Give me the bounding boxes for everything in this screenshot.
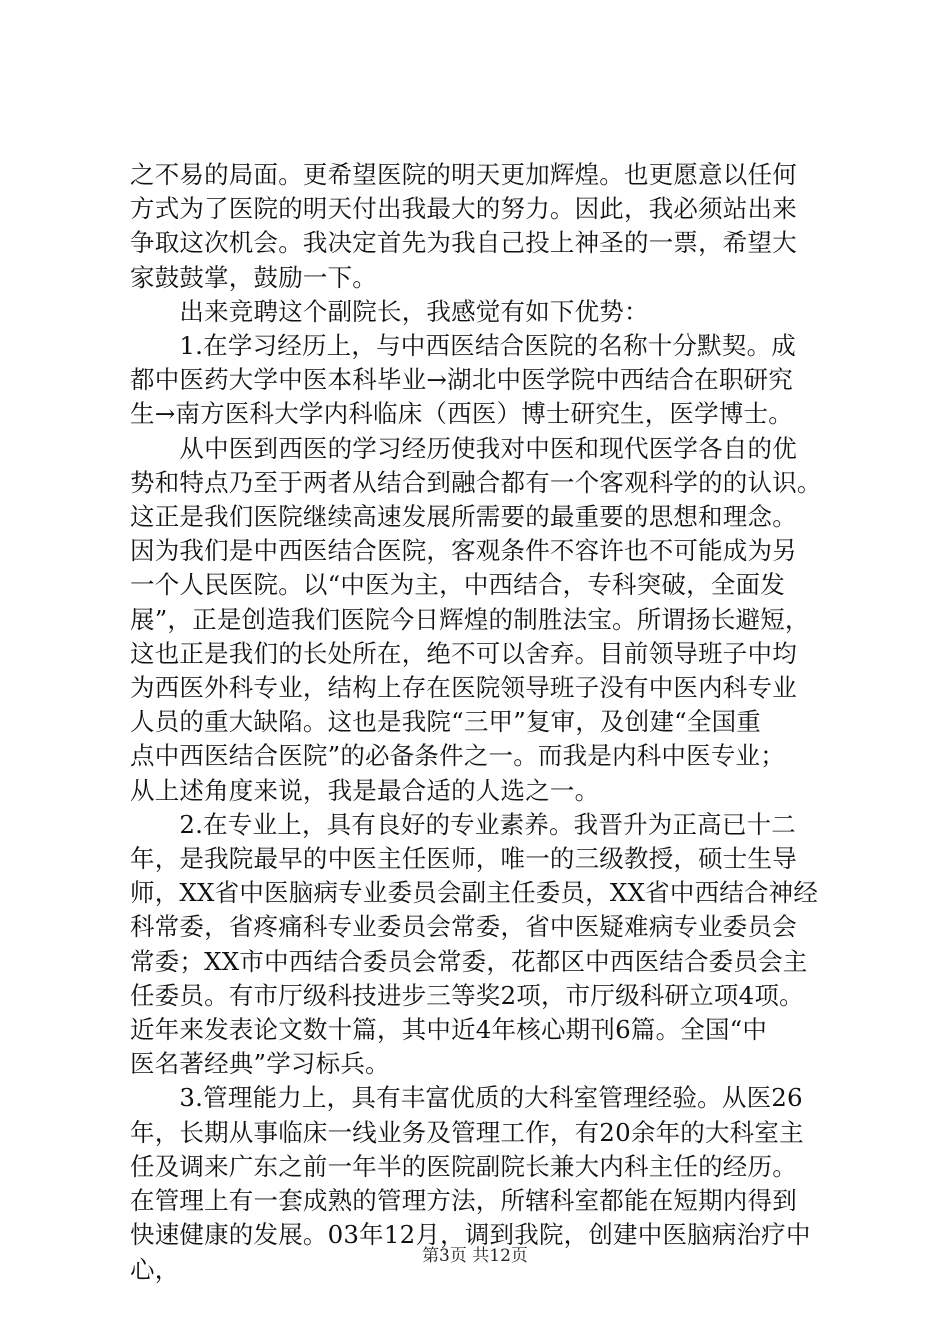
text-line: 出来竞聘这个副院长，我感觉有如下优势： — [130, 296, 649, 326]
text-line: 展”，正是创造我们医院今日辉煌的制胜法宝。所谓扬长避短， — [130, 604, 810, 634]
text-line: 为西医外科专业，结构上存在医院领导班子没有中医内科专业 — [130, 673, 797, 703]
text-line: 1.在学习经历上，与中西医结合医院的名称十分默契。成 — [130, 331, 796, 361]
text-line: 常委；XX市中西结合委员会常委，花都区中西医结合委员会主 — [130, 946, 808, 976]
text-line: 任委员。有市厅级科技进步三等奖2项，市厅级科研立项4项。 — [130, 980, 804, 1010]
page-footer: 第3页 共12页 — [422, 1246, 528, 1266]
text-line: 科常委，省疼痛科专业委员会常委，省中医疑难病专业委员会 — [130, 912, 797, 942]
body-text — [130, 158, 830, 1287]
text-line: 之不易的局面。更希望医院的明天更加辉煌。也更愿意以任何 — [130, 160, 797, 189]
text-line: 点中西医结合医院”的必备条件之一。而我是内科中医专业； — [130, 741, 785, 771]
text-line: 在管理上有一套成熟的管理方法，所辖科室都能在短期内得到 — [130, 1186, 797, 1216]
text-line: 心， — [130, 1254, 180, 1284]
text-line: 一个人民医院。以“中医为主，中西结合，专科突破，全面发 — [130, 570, 785, 600]
text-line: 方式为了医院的明天付出我最大的努力。因此，我必须站出来 — [130, 194, 797, 224]
text-line: 这也正是我们的长处所在，绝不可以舍弃。目前领导班子中均 — [130, 638, 797, 668]
text-line: 3.管理能力上，具有丰富优质的大科室管理经验。从医26 — [130, 1083, 803, 1113]
text-line: 都中医药大学中医本科毕业→湖北中医学院中西结合在职研究 — [130, 365, 793, 395]
text-line: 人员的重大缺陷。这也是我院“三甲”复审，及创建“全国重 — [130, 707, 761, 737]
text-line: 年，长期从事临床一线业务及管理工作，有20余年的大科室主 — [130, 1117, 804, 1147]
text-line: 争取这次机会。我决定首先为我自己投上神圣的一票，希望大 — [130, 228, 797, 258]
text-line: 医名著经典”学习标兵。 — [130, 1049, 390, 1079]
text-line: 年，是我院最早的中医主任医师，唯一的三级教授，硕士生导 — [130, 844, 797, 874]
text-line: 师，XX省中医脑病专业委员会副主任委员，XX省中西结合神经 — [130, 878, 819, 908]
text-line: 生→南方医科大学内科临床（西医）博士研究生，医学博士。 — [130, 399, 793, 429]
text-line: 快速健康的发展。03年12月，调到我院，创建中医脑病治疗中 — [130, 1220, 811, 1250]
text-line: 势和特点乃至于两者从结合到融合都有一个客观科学的的认识。 — [130, 467, 822, 497]
text-line: 任及调来广东之前一年半的医院副院长兼大内科主任的经历。 — [130, 1151, 797, 1181]
text-line: 这正是我们医院继续高速发展所需要的最重要的思想和理念。 — [130, 502, 797, 532]
text-line: 从上述角度来说，我是最合适的人选之一。 — [130, 775, 600, 805]
text-line: 从中医到西医的学习经历使我对中医和现代医学各自的优 — [130, 433, 797, 463]
text-line: 因为我们是中西医结合医院，客观条件不容许也不可能成为另 — [130, 536, 797, 566]
text-line: 2.在专业上，具有良好的专业素养。我晋升为正高已十二 — [130, 809, 796, 839]
text-line: 家鼓鼓掌，鼓励一下。 — [130, 262, 377, 292]
text-line: 近年来发表论文数十篇，其中近4年核心期刊6篇。全国“中 — [130, 1015, 768, 1045]
